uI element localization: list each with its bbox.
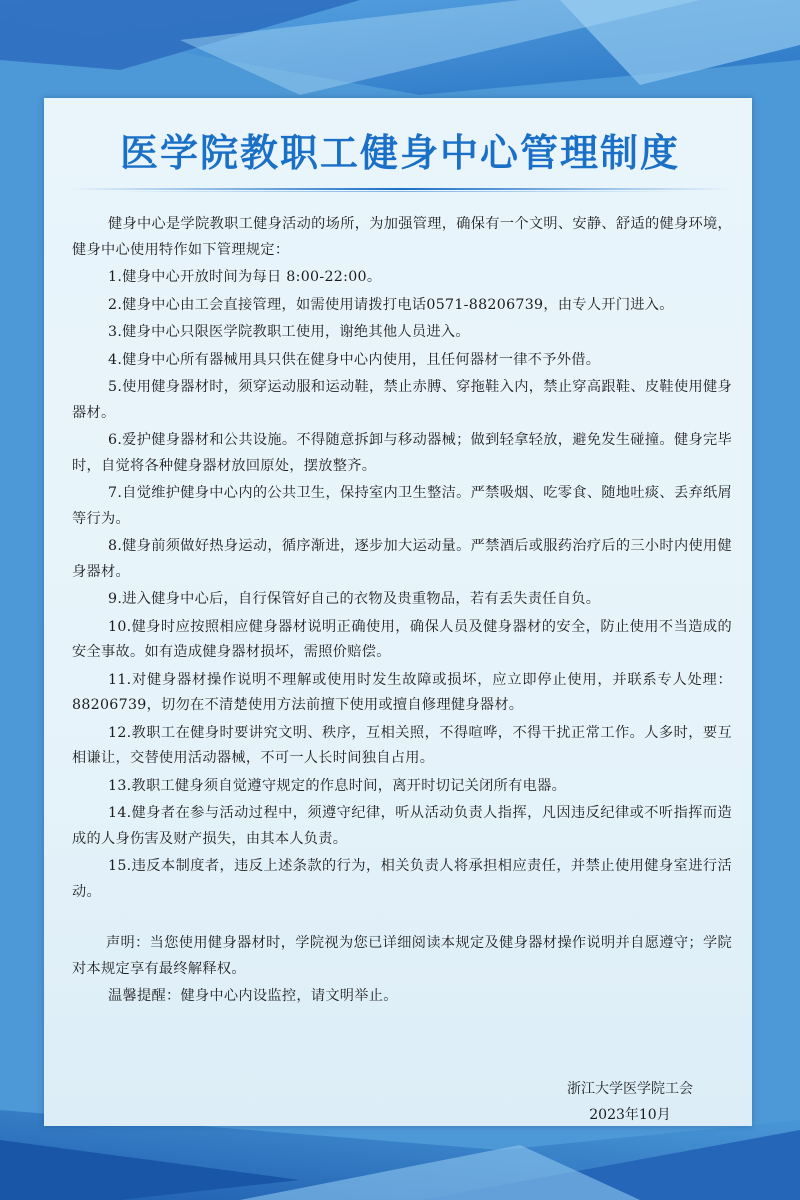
- rule-item: 15.违反本制度者，违反上述条款的行为，相关负责人将承担相应责任，并禁止使用健身室进行活动。: [72, 858, 732, 900]
- rule-item: 7.自觉维护健身中心内的公共卫生，保持室内卫生整洁。严禁吸烟、吃零食、随地吐痰、丢弃纸屑等行为。: [72, 485, 732, 527]
- rule-item: 1.健身中心开放时间为每日 8:00-22:00。: [108, 269, 382, 285]
- issue-date: 2023年10月: [589, 1107, 671, 1123]
- rule-item: 3.健身中心只限医学院教职工使用，谢绝其他人员进入。: [108, 324, 470, 340]
- declaration-paragraph: 声明：当您使用健身器材时，学院视为您已详细阅读本规定及健身器材操作说明并自愿遵守；学院对本规定享有最终解释权。: [72, 935, 732, 977]
- rule-item: 10.健身时应按照相应健身器材说明正确使用，确保人员及健身器材的安全，防止使用不当造成的安全事故。如有造成健身器材损坏，需照价赔偿。: [72, 618, 732, 660]
- rule-item: 2.健身中心由工会直接管理，如需使用请拨打电话0571-88206739，由专人开门进入。: [108, 296, 674, 313]
- issuing-organization: 浙江大学医学院工会: [567, 1081, 693, 1097]
- rule-item: 6.爱护健身器材和公共设施。不得随意拆卸与移动器械；做到轻拿轻放，避免发生碰撞。健身完毕时，自觉将各种健身器材放回原处，摆放整齐。: [72, 432, 732, 474]
- intro-paragraph: 健身中心是学院教职工健身活动的场所，为加强管理，确保有一个文明、安静、舒适的健身环境，健身中心使用特作如下管理规定：: [72, 216, 732, 258]
- rule-item: 11.对健身器材操作说明不理解或使用时发生故障或损坏，应立即停止使用，并联系专人处理：88206739，切勿在不清楚使用方法前擅下使用或擅自修理健身器材。: [72, 671, 732, 713]
- reminder-paragraph: 温馨提醒：健身中心内设监控，请文明举止。: [108, 988, 398, 1004]
- regulation-text: [72, 212, 732, 1010]
- rule-item: 14.健身者在参与活动过程中，须遵守纪律，听从活动负责人指挥，凡因违反纪律或不听指挥而造成的人身伤害及财产损失，由其本人负责。: [72, 805, 732, 847]
- rule-item: 12.教职工在健身时要讲究文明、秩序，互相关照，不得喧哗，不得干扰正常工作。人多时，要互相谦让，交替使用活动器械，不可一人长时间独自占用。: [72, 724, 732, 766]
- rule-item: 9.进入健身中心后，自行保管好自己的衣物及贵重物品，若有丢失责任自负。: [108, 591, 601, 607]
- rule-item: 4.健身中心所有器械用具只供在健身中心内使用，且任何器材一律不予外借。: [108, 351, 601, 368]
- rule-item: 13.教职工健身须自觉遵守规定的作息时间，离开时切记关闭所有电器。: [108, 777, 567, 794]
- page-title: 医学院教职工健身中心管理制度: [119, 131, 680, 175]
- rule-item: 8.健身前须做好热身运动，循序渐进，逐步加大运动量。严禁酒后或服药治疗后的三小时内使用健身器材。: [72, 538, 732, 580]
- title-underline: [70, 186, 730, 194]
- rule-item: 5.使用健身器材时，须穿运动服和运动鞋，禁止赤膊、穿拖鞋入内，禁止穿高跟鞋、皮鞋使用健身器材。: [72, 379, 732, 421]
